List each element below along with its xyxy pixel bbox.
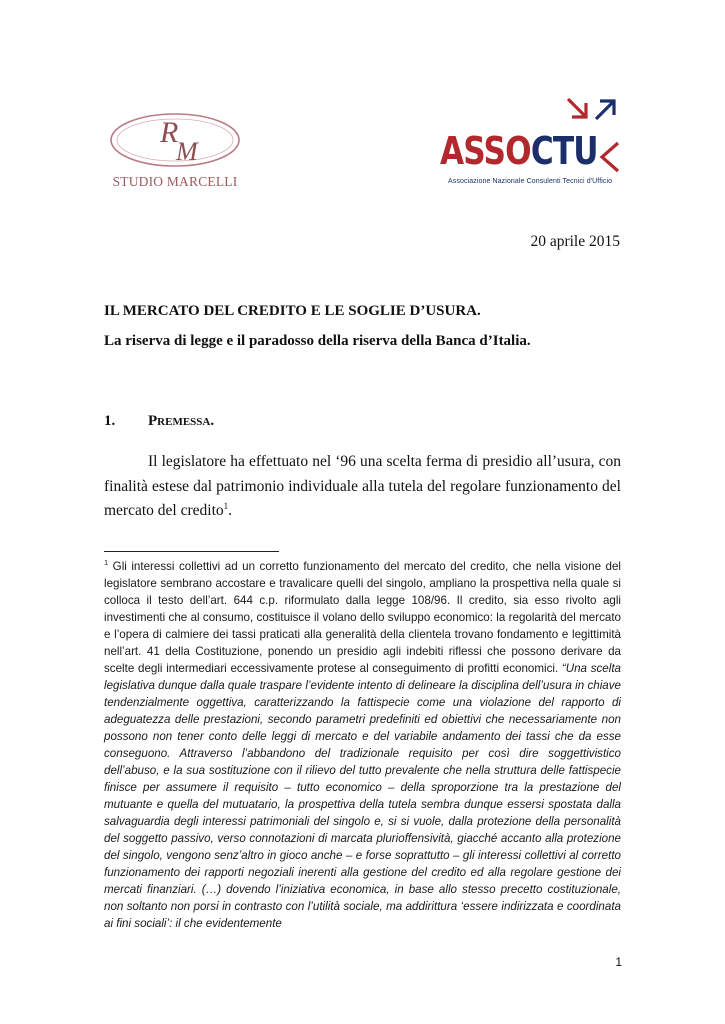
rm-monogram-m: M <box>176 137 198 166</box>
footnote <box>104 558 621 932</box>
document-date: 20 aprile 2015 <box>530 233 620 250</box>
document-subtitle: La riserva di legge e il paradosso della riserva della Banca d’Italia. <box>104 333 531 349</box>
page-number: 1 <box>615 955 622 969</box>
footnote-plain-text: Gli interessi collettivi ad un corretto funzionamento del mercato del credito, che nella visione del legislatore sembrano accostare e travalicare quelli del singolo, ampliano la prospettiva nella quale si colloca il testo dell’art. 644 c.p. riformulato dalla legge 108/96. Il credito, sia esso rivolto agli investimenti che al consumo, costituisce il volano dello sviluppo economico: la regolarità del mercato e l’opera di calmiere dei tassi praticati alla generalità della clientela trovano fondamento e legittimità nell’art. 41 della Costituzione, ponendo un presidio agli indebiti riflessi che possono derivare da scelte degli intermediari eccessivamente protese al conseguimento di profitti economici. <box>104 560 621 675</box>
assoctu-word-ctu: CTU <box>530 129 598 173</box>
body-paragraph-text: Il legislatore ha effettuato nel ‘96 una scelta ferma di presidio all’usura, con finalità estese dal patrimonio individuale alla tutela del regolare funzionamento del mercato del credito <box>104 453 621 519</box>
rm-monogram-r: R <box>160 116 179 149</box>
footnote-reference[interactable]: 1 <box>223 500 229 511</box>
studio-marcelli-name: STUDIO MARCELLI <box>112 174 238 189</box>
rm-monogram-graphic <box>108 108 242 172</box>
assoctu-word-asso: ASSO <box>440 129 531 173</box>
body-paragraph: Il legislatore ha effettuato nel ‘96 una scelta ferma di presidio all’usura, con finalità estese dal patrimonio individuale alla tutela del regolare funzionamento del mercato del credito$^1$. <box>104 453 621 519</box>
section-title-text: Premessa. <box>148 413 215 429</box>
footnote-separator <box>104 551 279 552</box>
studio-marcelli-logo <box>100 108 250 194</box>
assoctu-logo <box>440 95 625 195</box>
footnote-italic-quote: “Una scelta legislativa dunque dalla quale traspare l’evidente intento di delineare la disciplina dell’usura in chiave tendenzialmente oggettiva, caratterizzando la fattispecie come una violazione del rapporto di adeguatezza delle prestazioni, secondo parametri predefiniti ed obiettivi che necessariamente non possono non tener conto delle leggi di mercato e del variabile andamento dei tassi che da esse conseguono. Attraverso l’abbandono del tradizionale requisito per così dire soggettivistico dell’abuso, e la sua sostituzione con il rilievo del tutto prevalente che nella struttura delle fattispecie finisce per assumere il requisito – tutto economico – della sproporzione tra la prestazione del mutuante e quella del mutuatario, la prospettiva della tutela sembra dunque essersi spostata dalla salvaguardia degli interessi patrimoniali del singolo e, si si vuole, dalla protezione della personalità del soggetto passivo, verso connotazioni di marcata plurioffensività, giacché accanto alla protezione del singolo, vengono senz’altro in gioco anche – e forse soprattutto – gli interessi collettivi al corretto funzionamento dei rapporti negoziali inerenti alla gestione del credito ed alla regolare gestione dei mercati finanziari. (…) dovendo l’iniziativa economica, in base allo stesso precetto costituzionale, non soltanto non porsi in contrasto con l’utilità sociale, ma addirittura ‘essere indirizzata e coordinata ai fini sociali’: il che evidentemente <box>104 662 621 930</box>
document-title: IL MERCATO DEL CREDITO E LE SOGLIE D’USURA. <box>104 303 481 319</box>
footnote-number: 1 <box>104 558 109 568</box>
section-title <box>148 413 214 430</box>
section-number: 1. <box>104 413 116 429</box>
assoctu-subtitle: Associazione Nazionale Consulenti Tecnici d'Ufficio <box>448 178 613 185</box>
assoctu-arrows-icon <box>562 95 624 175</box>
